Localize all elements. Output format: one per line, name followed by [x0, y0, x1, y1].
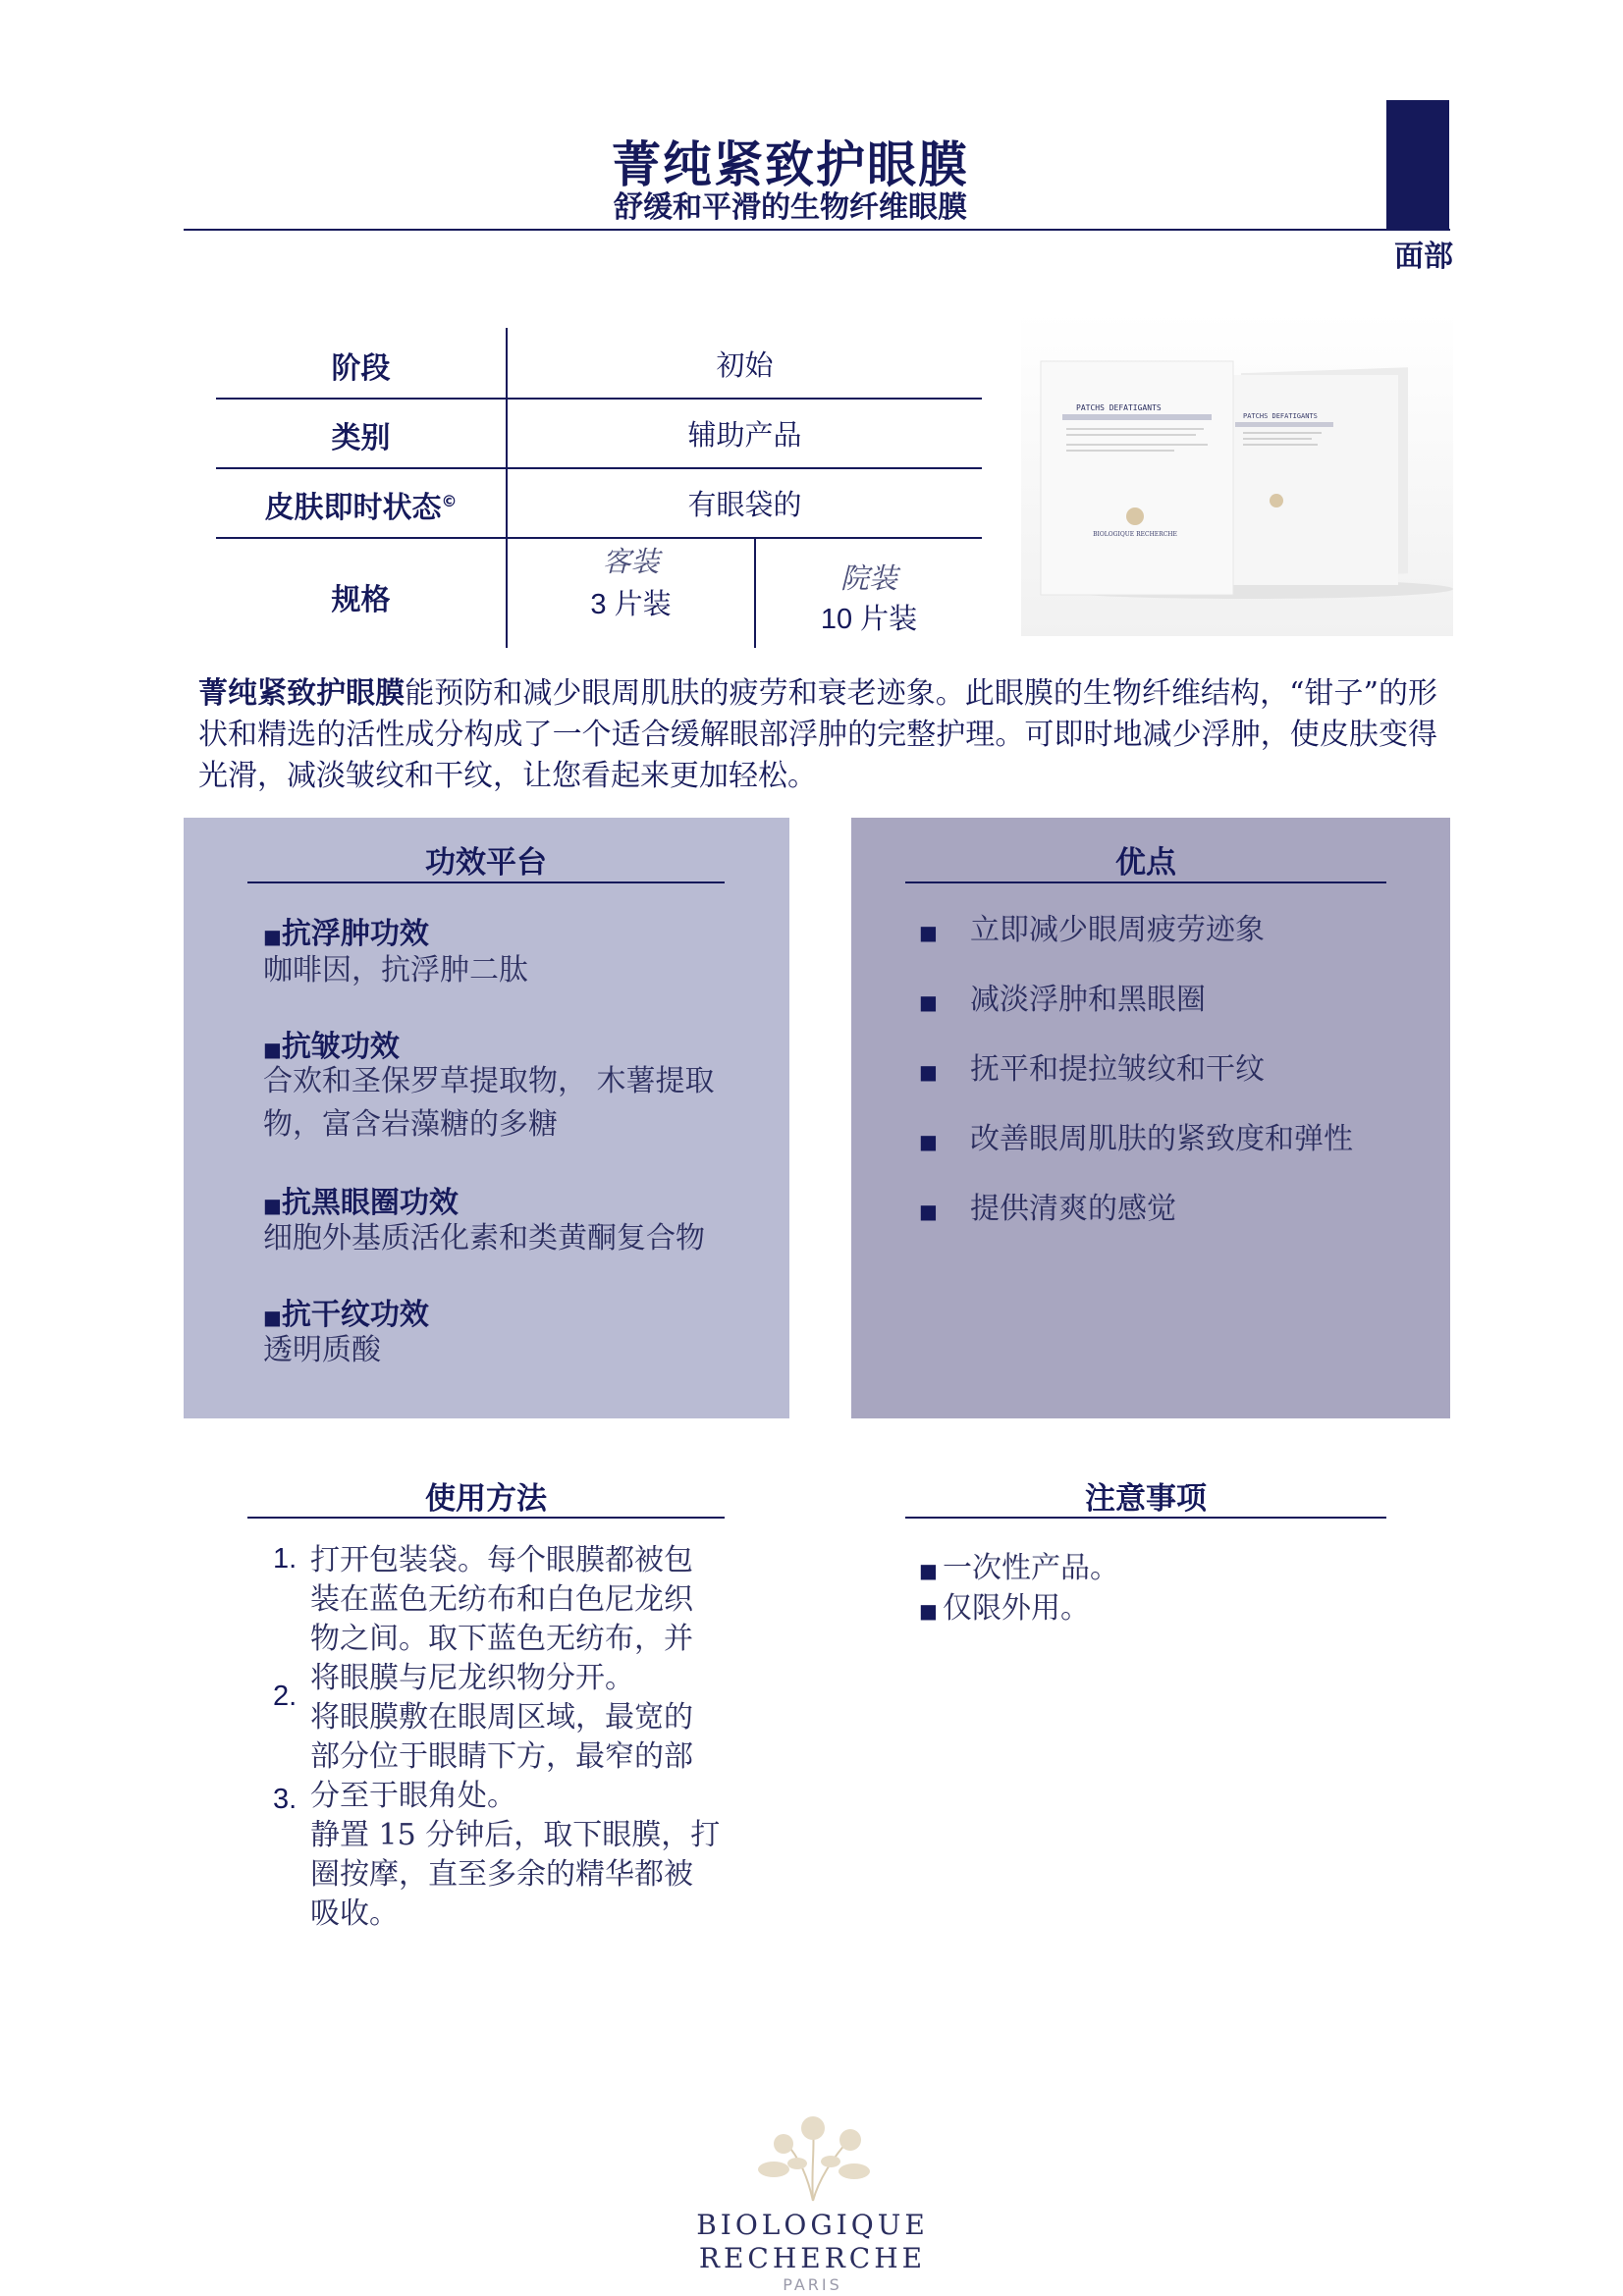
stage-label: 阶段: [331, 351, 391, 386]
intro-product-name: 菁纯紧致护眼膜: [198, 676, 406, 711]
efficacy-item-heading: [263, 1178, 459, 1221]
efficacy-heading-text: 抗皱功效: [281, 1030, 400, 1064]
type-label: 类别: [331, 421, 391, 455]
table-row-divider: [216, 398, 982, 400]
copyright-mark: ©: [441, 492, 458, 510]
table-row-divider: [216, 467, 982, 469]
floral-emblem-icon: [715, 2110, 911, 2205]
step-line: 将眼膜与尼龙织物分开。: [310, 1661, 634, 1695]
square-bullet-icon: ■: [919, 1060, 938, 1084]
square-bullet-icon: ■: [919, 921, 938, 944]
advantages-title: 优点: [1115, 845, 1176, 881]
efficacy-item-body: 咖啡因，抗浮肿二肽: [263, 953, 528, 988]
step-line: 物之间。取下蓝色无纺布，并: [310, 1622, 693, 1656]
square-bullet-icon: ■: [263, 1038, 282, 1061]
advantage-item: [919, 905, 1430, 975]
step-line: 圈按摩，直至多余的精华都被: [310, 1857, 693, 1892]
step-line: 吸收。: [310, 1896, 399, 1931]
square-bullet-icon: ■: [263, 1306, 282, 1329]
header-divider: [184, 229, 1450, 231]
step-line: 部分位于眼睛下方，最窄的部: [310, 1739, 693, 1774]
square-bullet-icon: ■: [919, 1130, 938, 1153]
intro-text: 能预防和减少眼周肌肤的疲劳和衰老迹象。此眼膜的生物纤维结构，“钳子”的形状和精选的活性成分构成了一个适合缓解眼部浮肿的完整护理。可即时地减少浮肿，使皮肤变得光滑，减淡皱纹和干纹，让您看起来更加轻松。: [198, 676, 1437, 793]
efficacy-heading-text: 抗干纹功效: [281, 1298, 429, 1332]
page-title: 菁纯紧致护眼膜: [612, 135, 969, 193]
square-bullet-icon: ■: [919, 1599, 938, 1623]
advantage-text: 抚平和提拉皱纹和干纹: [970, 1052, 1265, 1087]
efficacy-item-body: 透明质酸: [263, 1333, 381, 1367]
front-packet-brand: BIOLOGIQUE RECHERCHE: [1093, 531, 1177, 538]
note-item: [919, 1583, 1119, 1624]
square-bullet-icon: ■: [919, 1559, 938, 1582]
efficacy-item-heading: [263, 909, 429, 952]
advantage-item: [919, 1184, 1430, 1254]
note-text: 一次性产品。: [943, 1551, 1119, 1585]
usage-step: [310, 1541, 720, 1934]
step-line: 将眼膜敷在眼周区域，最宽的: [310, 1700, 693, 1735]
advantage-item: [919, 975, 1430, 1044]
efficacy-heading-text: 抗黑眼圈功效: [281, 1186, 459, 1220]
step-number: 2.: [273, 1681, 298, 1712]
logo-line-1: BIOLOGIQUE: [696, 2209, 929, 2241]
efficacy-heading-text: 抗浮肿功效: [281, 917, 429, 951]
efficacy-title-rule: [247, 881, 725, 883]
step-line: 静置 15 分钟后，取下眼膜，打: [310, 1818, 721, 1852]
step-number: 3.: [273, 1784, 298, 1815]
front-packet-label: PATCHS DEFATIGANTS: [1076, 403, 1162, 412]
square-bullet-icon: ■: [919, 990, 938, 1014]
notes-list: [919, 1543, 1119, 1624]
retail-label: 客装: [602, 545, 660, 578]
advantage-text: 减淡浮肿和黑眼圈: [970, 983, 1206, 1017]
type-value: 辅助产品: [687, 418, 802, 452]
step-number: 1.: [273, 1543, 298, 1575]
square-bullet-icon: ■: [263, 1194, 282, 1217]
advantage-list: [919, 905, 1430, 1254]
table-row-divider: [216, 537, 982, 539]
product-image: [1021, 312, 1453, 636]
advantages-title-rule: [905, 881, 1386, 883]
salon-label: 院装: [839, 561, 897, 595]
stage-value: 初始: [716, 348, 774, 382]
efficacy-item-heading: [263, 1290, 429, 1333]
back-packet-label: PATCHS DEFATIGANTS: [1243, 412, 1318, 420]
skin-state-label-text: 皮肤即时状态: [264, 491, 442, 525]
skin-state-value: 有眼袋的: [687, 488, 802, 521]
step-line: 打开包装袋。每个眼膜都被包: [310, 1543, 693, 1577]
efficacy-title: 功效平台: [425, 845, 547, 881]
square-bullet-icon: ■: [919, 1200, 938, 1223]
salon-value: 10 片装: [820, 604, 918, 635]
intro-paragraph: [198, 673, 1437, 797]
advantage-text: 改善眼周肌肤的紧致度和弹性: [970, 1122, 1353, 1156]
advantage-text: 立即减少眼周疲劳迹象: [970, 913, 1265, 947]
retail-value: 3 片装: [590, 589, 672, 620]
page-subtitle: 舒缓和平滑的生物纤维眼膜: [614, 190, 967, 225]
advantage-item: [919, 1044, 1430, 1114]
corner-accent-block: [1386, 100, 1449, 230]
advantage-item: [919, 1114, 1430, 1184]
efficacy-body-line: 物，富含岩藻糖的多糖: [263, 1107, 558, 1142]
square-bullet-icon: ■: [263, 925, 282, 948]
brand-logo: [687, 2110, 938, 2294]
logo-line-3: PARIS: [783, 2275, 842, 2294]
step-line: 装在蓝色无纺布和白色尼龙织: [310, 1582, 693, 1617]
advantage-text: 提供清爽的感觉: [970, 1192, 1176, 1226]
notes-title: 注意事项: [1085, 1481, 1207, 1517]
note-item: [919, 1543, 1119, 1583]
efficacy-item-body: 细胞外基质活化素和类黄酮复合物: [263, 1221, 705, 1255]
note-text: 仅限外用。: [943, 1591, 1090, 1626]
category-label: 面部: [1394, 240, 1453, 274]
usage-title-rule: [247, 1517, 725, 1519]
notes-title-rule: [905, 1517, 1386, 1519]
efficacy-item-heading: [263, 1022, 400, 1065]
efficacy-body-line: 合欢和圣保罗草提取物， 木薯提取: [263, 1064, 715, 1098]
usage-title: 使用方法: [425, 1481, 547, 1517]
efficacy-item-body: [263, 1060, 715, 1147]
size-label: 规格: [331, 583, 391, 617]
step-line: 分至于眼角处。: [310, 1779, 516, 1813]
logo-line-2: RECHERCHE: [698, 2242, 927, 2274]
skin-state-label: [216, 483, 506, 526]
